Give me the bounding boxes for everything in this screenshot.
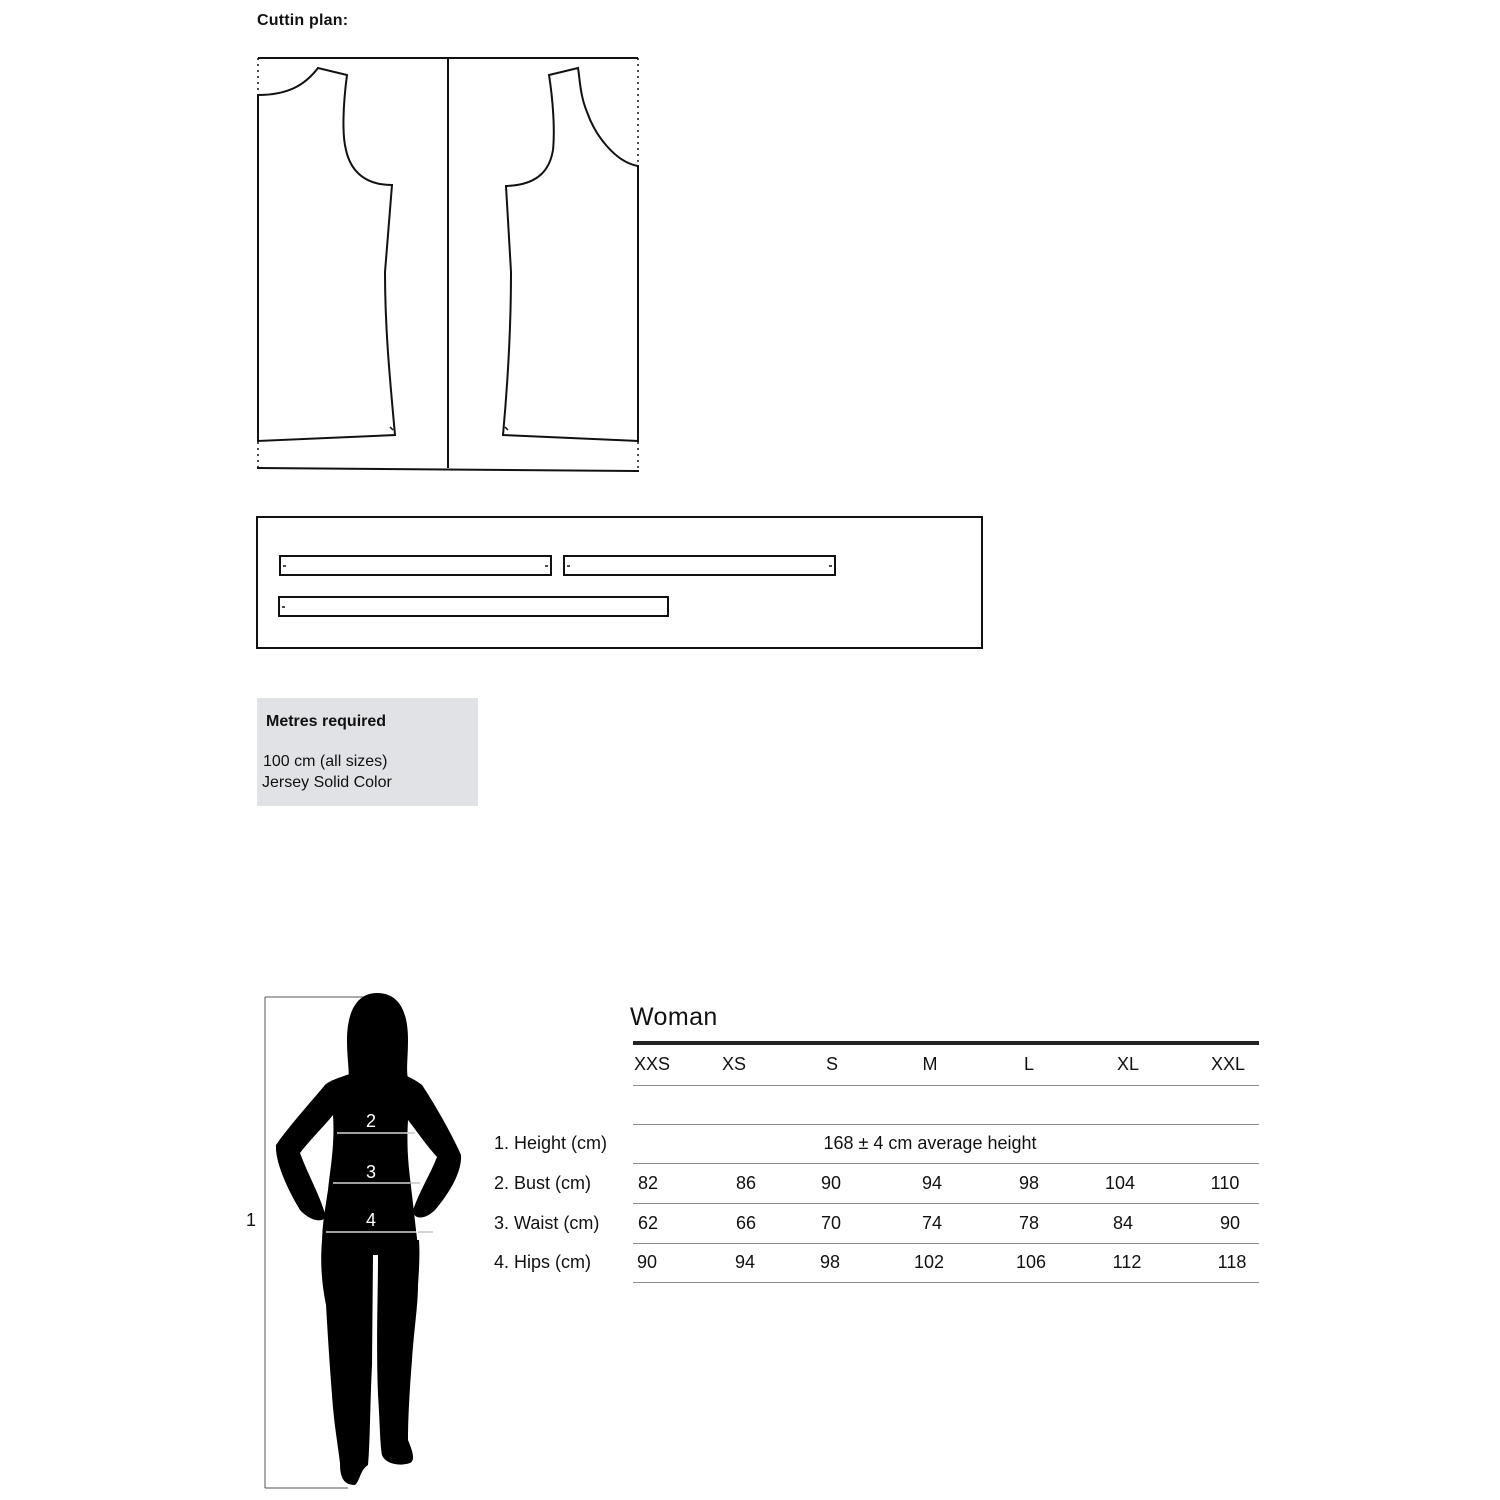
table-cell: 98 <box>1018 1173 1040 1193</box>
table-divider <box>633 1124 1259 1125</box>
height-average-value: 168 ± 4 cm average height <box>823 1133 1037 1153</box>
table-divider <box>633 1163 1259 1164</box>
size-header-l: L <box>1023 1054 1034 1074</box>
table-cell: 74 <box>921 1213 943 1233</box>
table-cell: 110 <box>1210 1173 1240 1193</box>
row-label-hips: 4. Hips (cm) <box>494 1252 592 1272</box>
height-marker: 1 <box>246 1210 257 1230</box>
table-cell: 94 <box>921 1173 943 1193</box>
table-cell: 106 <box>1015 1252 1047 1272</box>
table-cell: 66 <box>735 1213 757 1233</box>
table-cell: 118 <box>1217 1252 1247 1272</box>
row-label-waist: 3. Waist (cm) <box>494 1213 600 1233</box>
waist-marker: 3 <box>365 1162 377 1182</box>
table-cell: 90 <box>636 1252 658 1272</box>
metres-required-box <box>257 698 478 806</box>
metres-required-title: Metres required <box>266 713 387 730</box>
size-header-xs: XS <box>721 1054 746 1074</box>
size-header-s: S <box>825 1054 838 1074</box>
size-header-xl: XL <box>1116 1054 1140 1074</box>
body-measurement-figure <box>230 985 480 1495</box>
woman-silhouette <box>276 993 461 1485</box>
size-header-xxl: XXL <box>1210 1054 1246 1074</box>
size-header-xxs: XXS <box>633 1054 671 1074</box>
fabric-bottom-edge <box>257 468 639 471</box>
table-cell: 104 <box>1104 1173 1136 1193</box>
metres-fabric-type: Jersey Solid Color <box>262 774 392 791</box>
table-cell: 70 <box>820 1213 842 1233</box>
hips-marker: 4 <box>365 1210 377 1230</box>
row-label-bust: 2. Bust (cm) <box>494 1173 592 1193</box>
table-cell: 94 <box>734 1252 756 1272</box>
table-cell: 86 <box>735 1173 757 1193</box>
table-divider <box>633 1085 1259 1086</box>
size-chart-header-rule <box>633 1041 1259 1045</box>
back-bodice-piece <box>258 68 395 441</box>
table-cell: 98 <box>819 1252 841 1272</box>
metres-length: 100 cm (all sizes) <box>263 753 388 770</box>
binding-strip-1 <box>280 556 551 575</box>
table-divider <box>633 1243 1259 1244</box>
table-cell: 62 <box>637 1213 659 1233</box>
table-cell: 82 <box>637 1173 659 1193</box>
table-cell: 78 <box>1018 1213 1040 1233</box>
cutting-plan-title: Cuttin plan: <box>257 12 349 29</box>
strips-diagram <box>250 510 990 655</box>
binding-strip-2 <box>564 556 835 575</box>
table-divider <box>633 1203 1259 1204</box>
strips-fabric-frame <box>257 517 982 648</box>
front-bodice-piece <box>503 68 638 441</box>
bust-marker: 2 <box>365 1111 377 1131</box>
table-cell: 90 <box>820 1173 842 1193</box>
binding-strip-3 <box>279 597 668 616</box>
row-label-height: 1. Height (cm) <box>494 1133 608 1153</box>
size-chart-title: Woman <box>630 1003 718 1031</box>
table-cell: 84 <box>1112 1213 1134 1233</box>
table-divider <box>633 1282 1259 1283</box>
table-cell: 90 <box>1219 1213 1241 1233</box>
table-cell: 112 <box>1112 1252 1142 1272</box>
size-header-m: M <box>922 1054 938 1074</box>
table-cell: 102 <box>913 1252 945 1272</box>
pattern-pieces-diagram <box>250 50 650 480</box>
